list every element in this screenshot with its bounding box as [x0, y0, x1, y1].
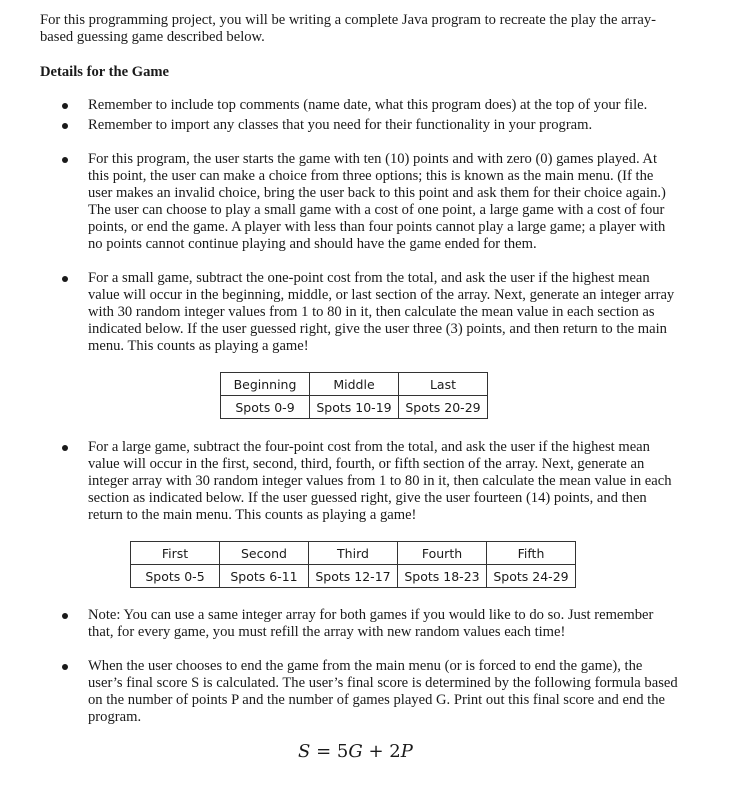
large-game-table — [130, 541, 576, 588]
bullet-text: For a small game, subtract the one-point cost from the total, and ask the user if the highest mean value will occur in the beginning, middle, or last section of the array. Next, generate an integer array with 30 random integer values from 1 to 80 in it, then calculate the mean value in each section as indicated below. If the user guessed right, give the user three (3) points, and then return to the main menu. This counts as playing a game! — [88, 270, 675, 354]
section-heading: Details for the Game — [40, 64, 170, 80]
small-game-table — [220, 372, 488, 419]
table-cell: Spots 6-11 — [220, 565, 309, 588]
bullet-dot-icon — [62, 445, 68, 451]
table-header-row — [221, 373, 488, 396]
table-cell: Spots 0-9 — [221, 396, 310, 419]
bullet-item — [88, 151, 678, 253]
bullet-item — [88, 439, 678, 524]
bullet-dot-icon — [62, 276, 68, 282]
bullet-dot-icon — [62, 103, 68, 109]
intro-paragraph: For this programming project, you will be writing a complete Java program to recreate the play the array-based guessing game described below. — [40, 12, 656, 45]
table-row — [131, 565, 576, 588]
bullet-item — [88, 117, 678, 134]
bullet-text: Remember to import any classes that you need for their functionality in your program. — [88, 117, 593, 133]
table-cell: Spots 24-29 — [487, 565, 576, 588]
bullet-dot-icon — [62, 123, 68, 129]
table-cell: Fourth — [398, 542, 487, 565]
table-cell: Third — [309, 542, 398, 565]
table-cell: Middle — [310, 373, 399, 396]
table-cell: Spots 10-19 — [310, 396, 399, 419]
table-cell: Spots 0-5 — [131, 565, 220, 588]
bullet-dot-icon — [62, 613, 68, 619]
bullet-dot-icon — [62, 664, 68, 670]
table-cell: First — [131, 542, 220, 565]
bullet-item — [88, 270, 678, 355]
bullet-text: Remember to include top comments (name date, what this program does) at the top of your file. — [88, 97, 648, 113]
bullet-text: When the user chooses to end the game from the main menu (or is forced to end the game), the user’s final score S is calculated. The user’s final score is determined by the following formula based on the number of points P and the number of games played G. Print out this final score and end the program. — [88, 658, 678, 725]
formula-equals-part: = 5 — [310, 741, 349, 762]
formula-variable-p: P — [400, 741, 413, 762]
table-cell: Last — [399, 373, 488, 396]
bullet-text: Note: You can use a same integer array for both games if you would like to do so. Just remember that, for every game, you must refill the array with new random values each time! — [88, 607, 654, 640]
table-cell: Spots 12-17 — [309, 565, 398, 588]
formula-variable-s: S — [298, 741, 311, 762]
table-cell: Spots 20-29 — [399, 396, 488, 419]
table-cell: Second — [220, 542, 309, 565]
bullet-item — [88, 607, 678, 641]
table-cell: Spots 18-23 — [398, 565, 487, 588]
table-header-row — [131, 542, 576, 565]
table-row — [221, 396, 488, 419]
bullet-item — [88, 658, 678, 726]
bullet-dot-icon — [62, 157, 68, 163]
score-formula — [298, 740, 413, 764]
formula-plus-part: + 2 — [362, 741, 401, 762]
table-cell: Fifth — [487, 542, 576, 565]
formula-variable-g: G — [348, 741, 363, 762]
table-cell: Beginning — [221, 373, 310, 396]
bullet-text: For this program, the user starts the game with ten (10) points and with zero (0) games played. At this point, the user can make a choice from three options; this is known as the main menu. (If the user makes an invalid choice, bring the user back to this point and ask them for their choice again.) The user can choose to play a small game with a cost of one point, a large game with a cost of four points, or end the game. A player with less than four points cannot play a large game; a player with no points cannot continue playing and should have the game ended for them. — [88, 151, 666, 252]
bullet-item — [88, 97, 678, 114]
bullet-text: For a large game, subtract the four-point cost from the total, and ask the user if the highest mean value will occur in the first, second, third, fourth, or fifth section of the array. Next, generate an integer array with 30 random integer values from 1 to 80 in it, then calculate the mean value in each section as indicated below. If the user guessed right, give the user fourteen (14) points, and then return to the main menu. This counts as playing a game! — [88, 439, 672, 523]
